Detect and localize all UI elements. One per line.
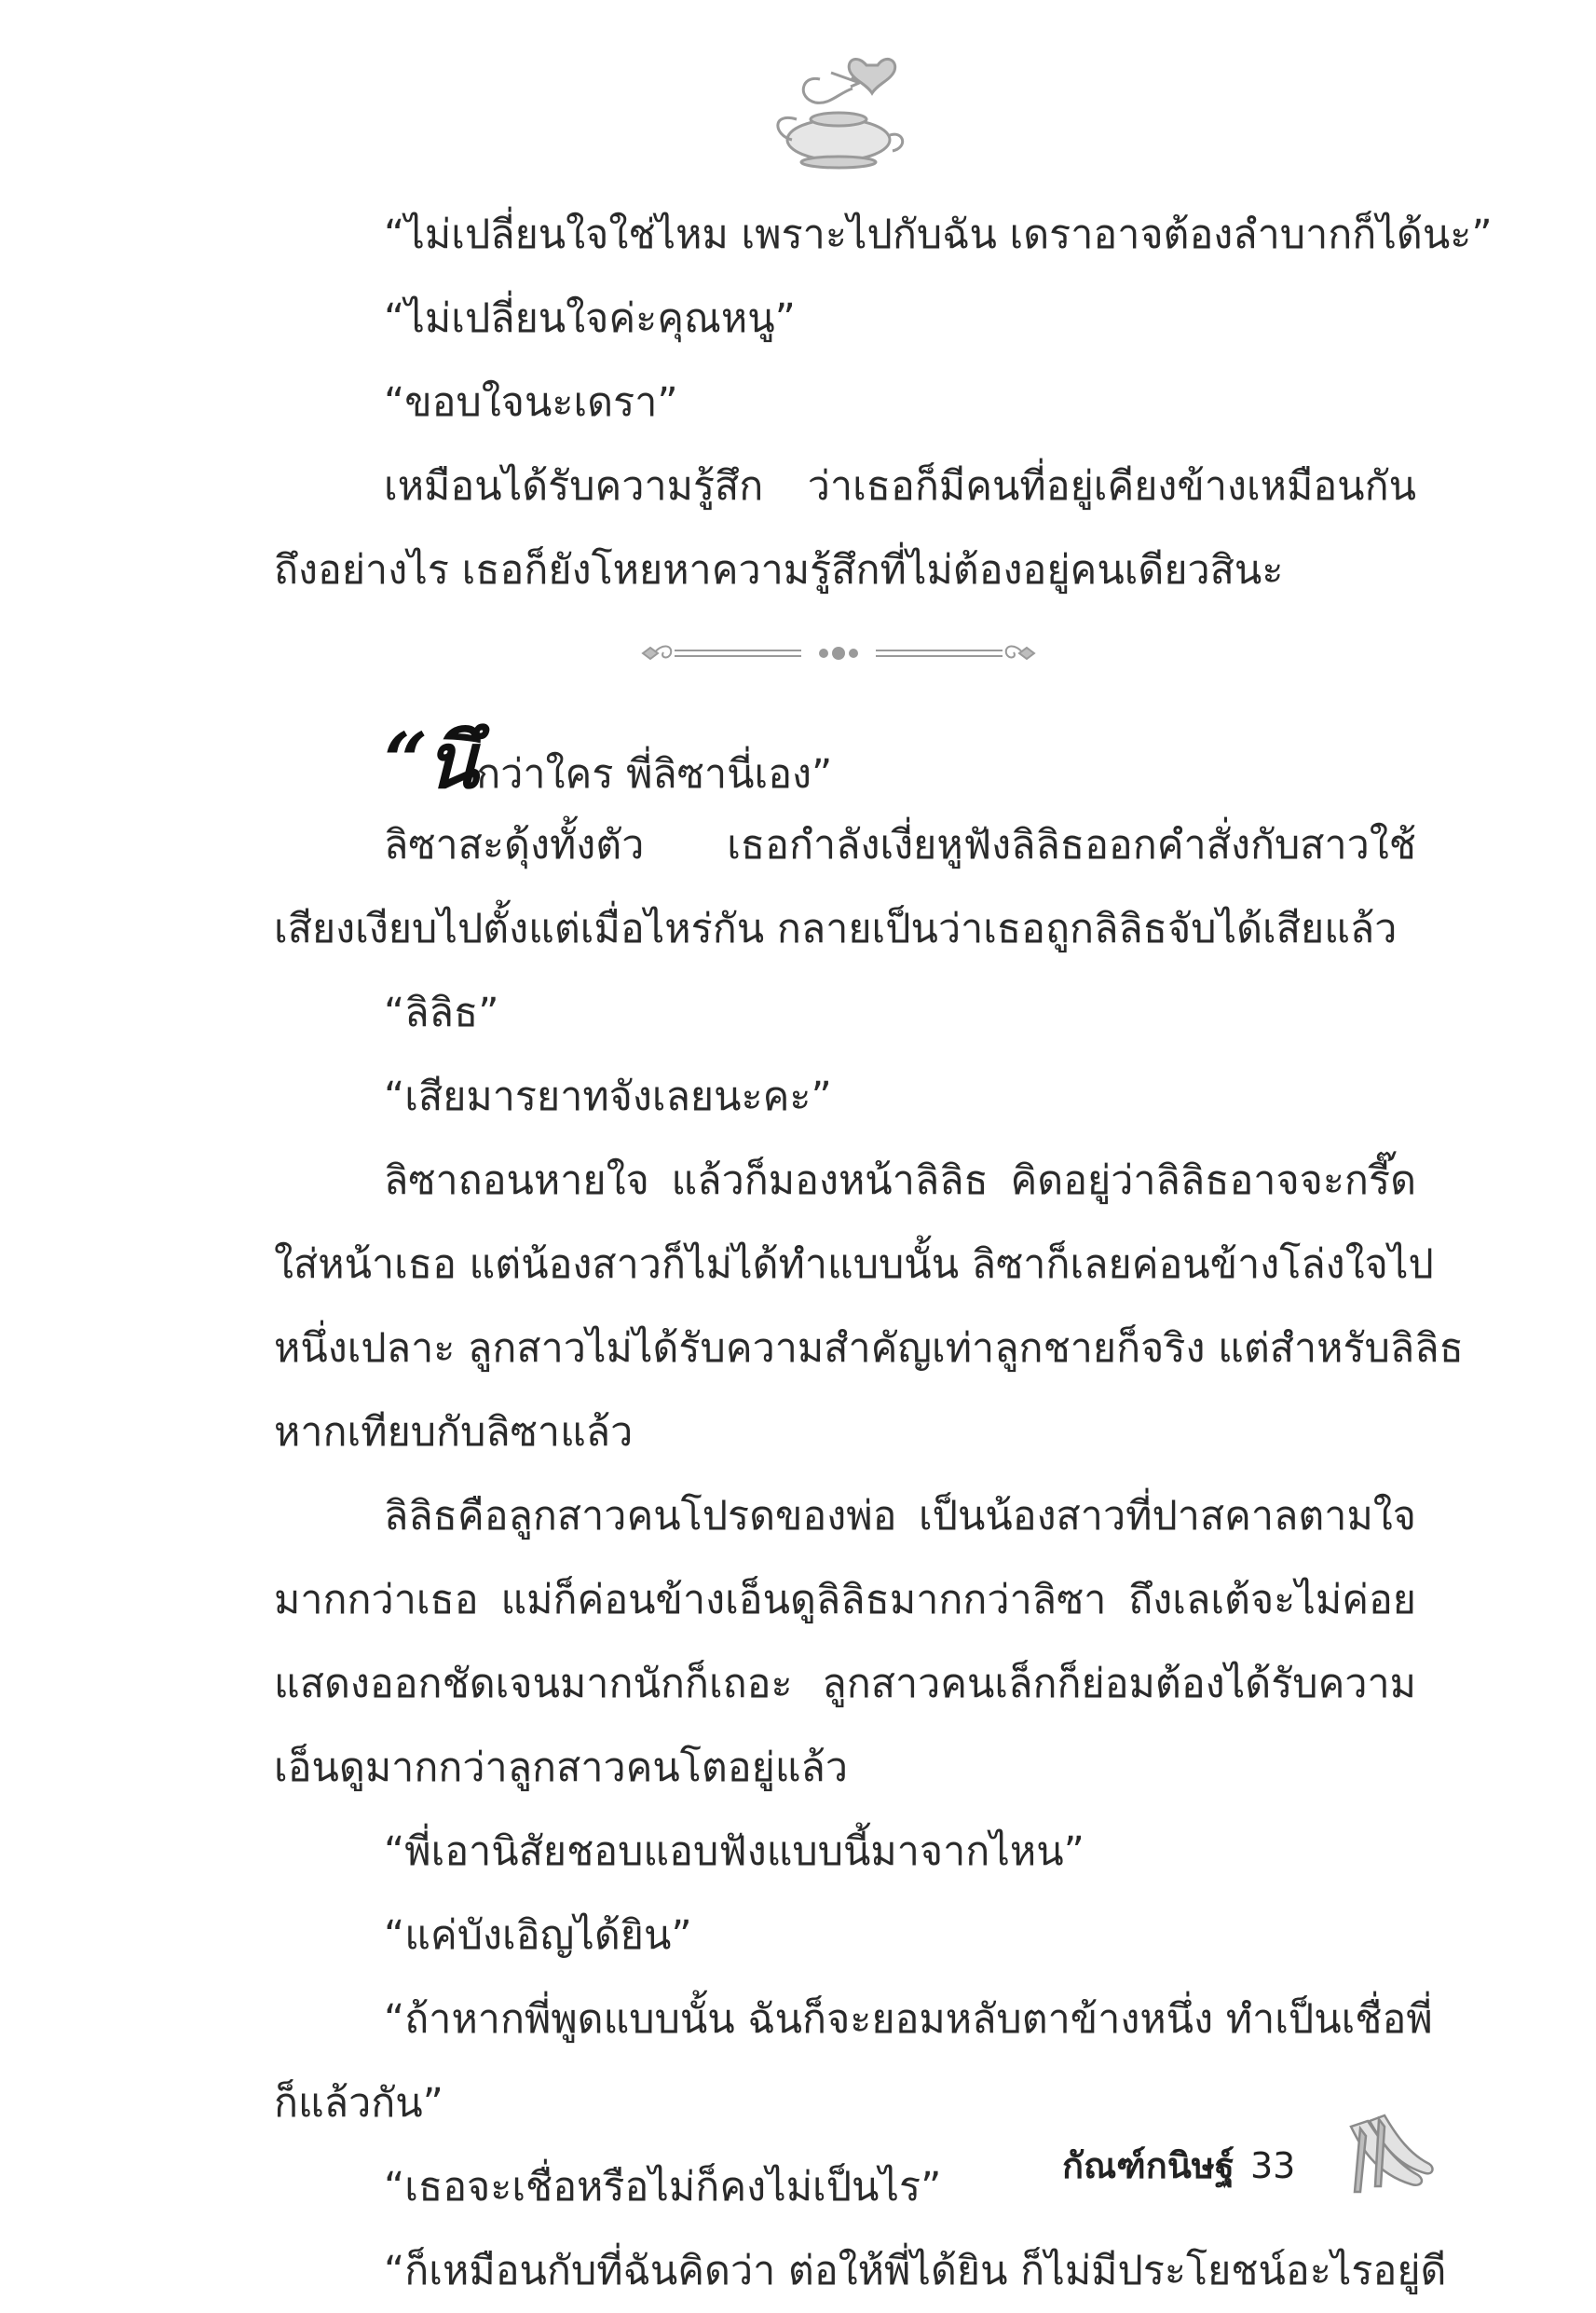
text-line: เสียงเงียบไปตั้งแต่เมื่อไหร่กัน กลายเป็นว่าเธอถูกลิลิธจับได้เสียแล้ว xyxy=(274,906,1398,952)
text-line: “แค่บังเอิญได้ยิน” xyxy=(384,1912,692,1959)
high-heels-icon xyxy=(1332,2108,1435,2201)
opening-line xyxy=(274,717,1416,806)
text-line: “ขอบใจนะเดรา” xyxy=(384,379,678,426)
text-line: ถึงอย่างไร เธอก็ยังโหยหาความรู้สึกที่ไม่ต้องอยู่คนเดียวสินะ xyxy=(274,547,1284,594)
text-line: “เธอจะเชื่อหรือไม่ก็คงไม่เป็นไร” xyxy=(384,2164,942,2210)
text-line: ลิลิธคือลูกสาวคนโปรดของพ่อ เป็นน้องสาวที่ปาสคาลตามใจ xyxy=(384,1493,1416,1540)
text-line: “ลิลิธ” xyxy=(384,990,499,1036)
page-number: 33 xyxy=(1250,2145,1296,2186)
text-line: “เสียมารยาทจังเลยนะคะ” xyxy=(384,1074,832,1120)
text-line: ใส่หน้าเธอ แต่น้องสาวก็ไม่ได้ทำแบบนั้น ลิซาก็เลยค่อนข้างโล่งใจไป xyxy=(274,1241,1434,1288)
text-line: หนึ่งเปลาะ ลูกสาวไม่ได้รับความสำคัญเท่าลูกชายก็จริง แต่สำหรับลิลิธ xyxy=(274,1325,1464,1372)
drop-cap: “นึ xyxy=(384,717,477,806)
text-line: เอ็นดูมากกว่าลูกสาวคนโตอยู่แล้ว xyxy=(274,1745,849,1791)
paragraph-block-1 xyxy=(274,193,1493,612)
text-line: “พี่เอานิสัยชอบแอบฟังแบบนี้มาจากไหน” xyxy=(384,1828,1084,1875)
text-line: แสดงออกชัดเจนมากนักก็เถอะ ลูกสาวคนเล็กก็ย่อมต้องได้รับความ xyxy=(274,1661,1416,1707)
text-line: ลิซาสะดุ้งทั้งตัว เธอกำลังเงี่ยหูฟังลิลิธออกคำสั่งกับสาวใช้ xyxy=(384,822,1416,869)
paragraph-block-2 xyxy=(274,717,1464,2313)
text-line: ลิซาถอนหายใจ แล้วก็มองหน้าลิลิธ คิดอยู่ว่าลิลิธอาจจะกรี๊ด xyxy=(384,1157,1416,1204)
text-line: “ไม่เปลี่ยนใจใช่ไหม เพราะไปกับฉัน เดราอาจต้องลำบากก็ได้นะ” xyxy=(384,212,1493,258)
text-line: ก็แล้วกัน” xyxy=(274,2080,443,2127)
text-line: “ก็เหมือนกับที่ฉันคิดว่า ต่อให้พี่ได้ยิน ก็ไม่มีประโยชน์อะไรอยู่ดี xyxy=(384,2248,1447,2294)
text-line: “ไม่เปลี่ยนใจค่ะคุณหนู” xyxy=(384,295,796,342)
teapot-cupid-icon xyxy=(764,47,913,177)
opening-line-text: กว่าใคร พี่ลิซานี่เอง” xyxy=(476,751,833,798)
text-line: เหมือนได้รับความรู้สึก ว่าเธอก็มีคนที่อยู่เคียงข้างเหมือนกัน xyxy=(384,463,1416,510)
running-footer-title: กัณฑ์กนิษฐ์ xyxy=(1062,2145,1235,2186)
text-line: หากเทียบกับลิซาแล้ว xyxy=(274,1409,634,1456)
text-line: มากกว่าเธอ แม่ก็ค่อนข้างเอ็นดูลิลิธมากกว่าลิซา ถึงเลเต้จะไม่ค่อย xyxy=(274,1577,1416,1623)
text-line: “ถ้าหากพี่พูดแบบนั้น ฉันก็จะยอมหลับตาข้างหนึ่ง ทำเป็นเชื่อพี่ xyxy=(384,1996,1433,2043)
scene-break-divider xyxy=(634,632,1044,675)
